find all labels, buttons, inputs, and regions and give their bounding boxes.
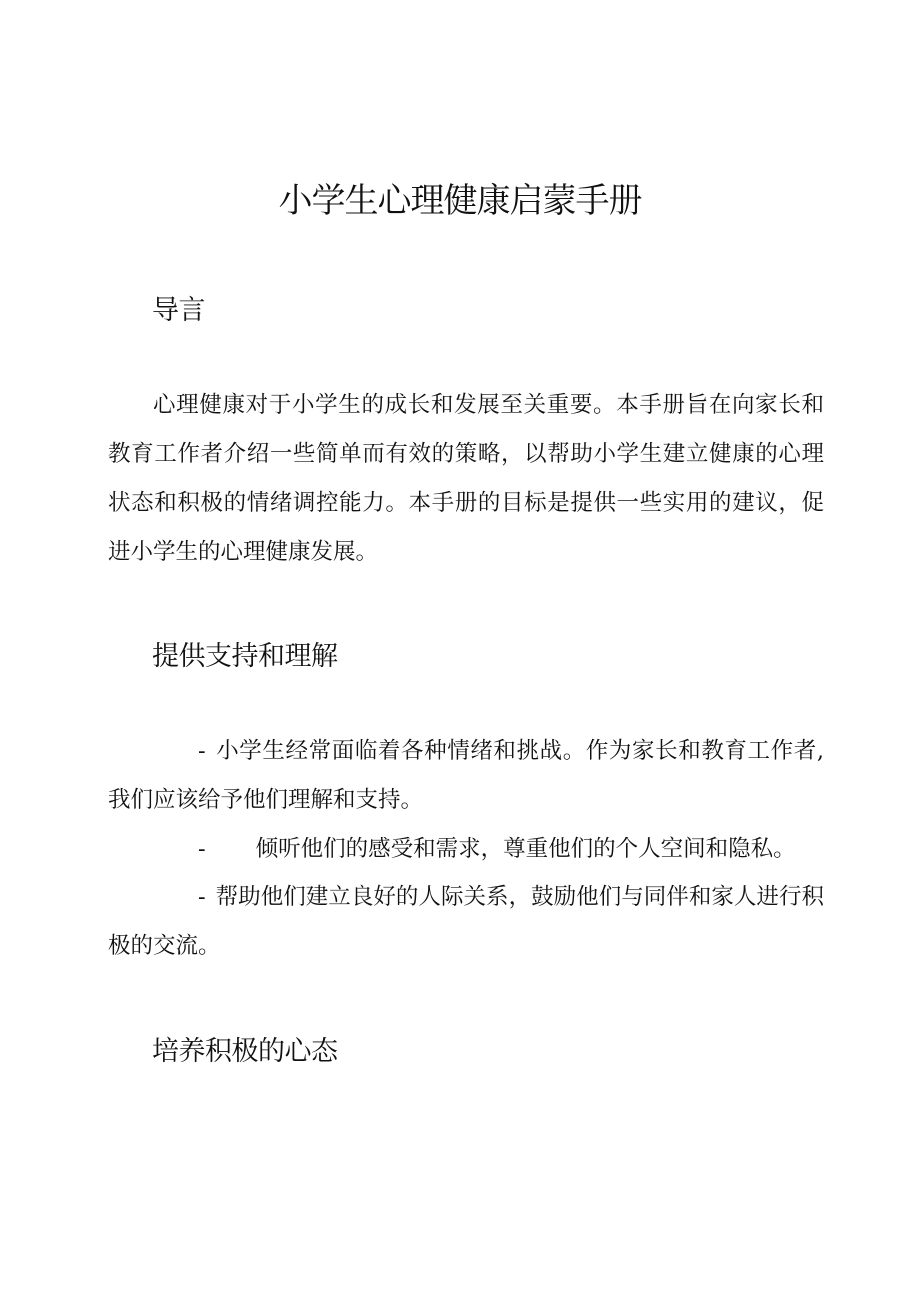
bullet-text: 帮助他们建立良好的人际关系，鼓励他们与同伴和家人进行积极的交流。 <box>108 884 824 959</box>
bullet-marker: - <box>198 884 206 910</box>
bullet-item <box>108 873 824 971</box>
section-heading-support: 提供支持和理解 <box>152 641 338 672</box>
bullet-item <box>108 825 824 874</box>
document-title: 小学生心理健康启蒙手册 <box>278 181 642 221</box>
bullet-text: 小学生经常面临着各种情绪和挑战。作为家长和教育工作者,我们应该给予他们理解和支持。 <box>108 738 824 813</box>
section-heading-intro: 导言 <box>152 295 205 326</box>
section-heading-positive-mindset: 培养积极的心态 <box>152 1036 338 1067</box>
intro-paragraph: 心理健康对于小学生的成长和发展至关重要。本手册旨在向家长和教育工作者介绍一些简单而有效的策略，以帮助小学生建立健康的心理状态和积极的情绪调控能力。本手册的目标是提供一些实用的建议，促进小学生的心理健康发展。 <box>108 392 824 565</box>
bullet-text: 倾听他们的感受和需求，尊重他们的个人空间和隐私。 <box>255 836 796 862</box>
bullet-item <box>108 727 824 825</box>
bullet-marker: - <box>198 738 206 764</box>
bullet-marker: - <box>198 836 206 862</box>
